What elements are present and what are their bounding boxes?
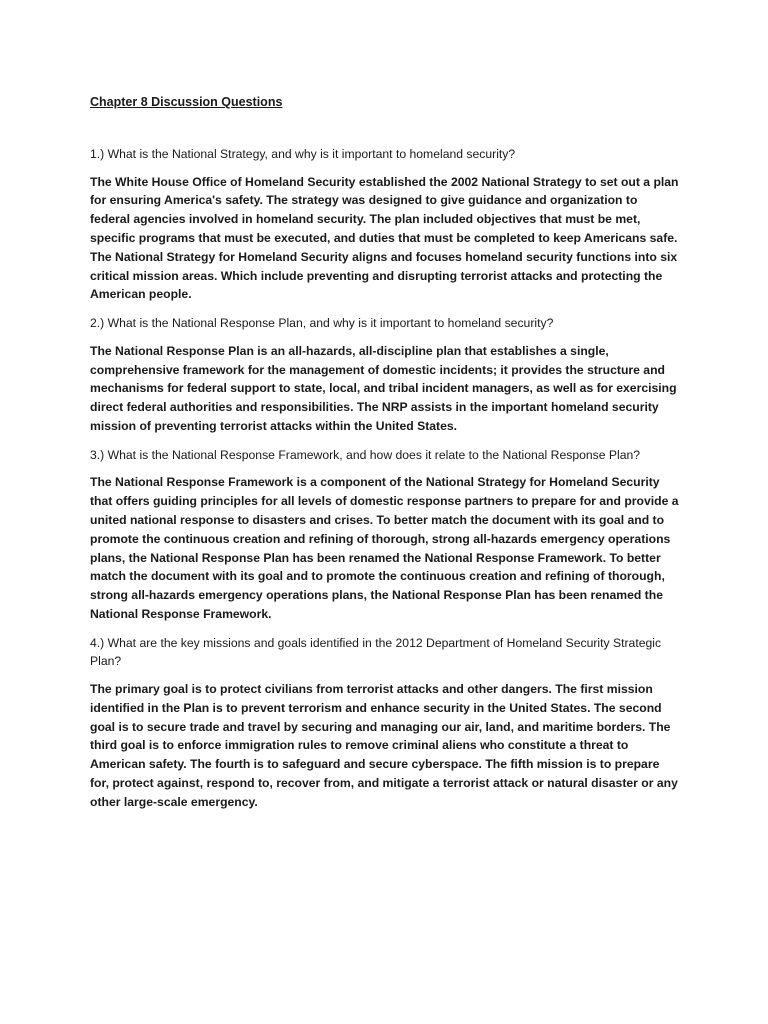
answer-1: The White House Office of Homeland Security established the 2002 National Strategy to set out a plan for ensuring America's safety. The strategy was designed to give guidance and organization to federal agencies involved in homeland security. The plan included objectives that must be met, specific programs that must be executed, and duties that must be completed to keep Americans safe. The National Strategy for Homeland Security aligns and focuses homeland security functions into six critical mission areas. Which include preventing and disrupting terrorist attacks and protecting the American people. [90,174,679,302]
question-4: 4.) What are the key missions and goals identified in the 2012 Department of Homeland Security Strategic Plan? [90,635,662,669]
question-1: 1.) What is the National Strategy, and why is it important to homeland security? [90,147,516,161]
qa-item-3 [90,446,680,624]
question-3: 3.) What is the National Response Framework, and how does it relate to the National Response Plan? [90,447,641,462]
answer-3: The National Response Framework is a component of the National Strategy for Homeland Security that offers guiding principles for all levels of domestic response partners to prepare for and provide a united national response to disasters and crises. To better match the document with its goal and to promote the continuous creation and refining of thorough, strong all-hazards emergency operations plans, the National Response Plan has been renamed the National Response Framework. To better match the document with its goal and to promote the continuous creation and refining of thorough, strong all-hazards emergency operations plans, the National Response Plan has been renamed the National Response Framework. [90,475,679,621]
qa-item-2 [90,314,680,436]
qa-item-1 [90,145,680,304]
answer-2: The National Response Plan is an all-hazards, all-discipline plan that establishes a single, comprehensive framework for the management of domestic incidents; it provides the structure and mechanisms for federal support to state, local, and tribal incident managers, as well as for exercising direct federal authorities and responsibilities. The NRP assists in the important homeland security mission of preventing terrorist attacks within the United States. [90,343,677,433]
document-heading: Chapter 8 Discussion Questions [90,95,283,109]
document-page [90,93,680,821]
question-2: 2.) What is the National Response Plan, and why is it important to homeland security? [90,316,554,331]
answer-4: The primary goal is to protect civilians from terrorist attacks and other dangers. The first mission identified in the Plan is to prevent terrorism and enhance security in the United States. The second goal is to secure trade and travel by securing and managing our air, land, and maritime borders. The third goal is to enforce immigration rules to remove criminal aliens who constitute a threat to American safety. The fourth is to safeguard and secure cyberspace. The fifth mission is to prepare for, protect against, respond to, recover from, and mitigate a terrorist attack or natural disaster or any other large-scale emergency. [90,681,678,809]
qa-item-4 [90,634,680,812]
